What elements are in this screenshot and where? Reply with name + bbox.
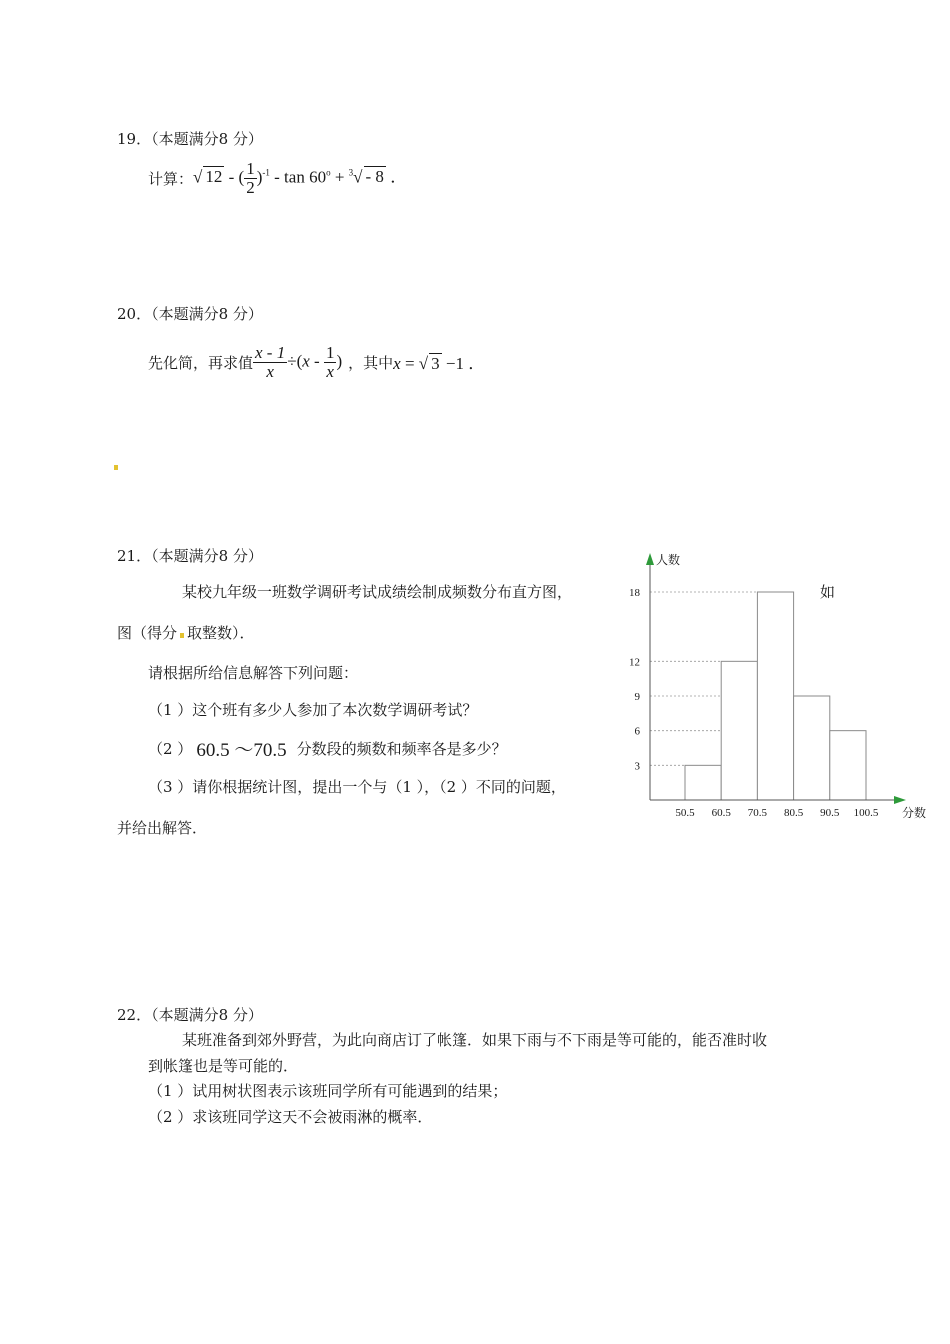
cbrt-index: 3 <box>348 167 354 178</box>
y-tick-label: 6 <box>634 725 640 738</box>
q22-line2: 到帐篷也是等可能的． <box>148 1057 299 1075</box>
q20-math <box>253 344 342 381</box>
fraction-half <box>244 160 257 197</box>
minus-one: −1 ． <box>445 354 486 374</box>
edit-mark <box>114 465 118 470</box>
frac-den: x <box>324 362 337 381</box>
q21-line2-b: 取整数）． <box>187 624 255 642</box>
q21-line1-tail: 如 <box>820 583 836 601</box>
q21-item2 <box>148 735 507 762</box>
q21-item3-tail: 并给出解答． <box>117 819 208 837</box>
plus-sign: + <box>334 166 345 186</box>
q21-line1: 某校九年级一班数学调研考试成绩绘制成频数分布直方图， <box>182 583 573 601</box>
q22-header: 22．（本题满分8 分） <box>117 1006 263 1024</box>
q19-prompt: 计算： <box>148 169 194 188</box>
where-text: ，其中 <box>348 353 394 372</box>
edit-mark <box>180 633 184 638</box>
q20-header: 20．（本题满分8 分） <box>117 305 263 323</box>
q21-header: 21．（本题满分8 分） <box>117 547 263 565</box>
x-tick-label: 60.5 <box>711 807 731 819</box>
q19-header: 19．（本题满分8 分） <box>117 130 263 148</box>
frequency-histogram <box>610 545 940 830</box>
rparen: ) <box>256 166 263 186</box>
x-axis-arrow <box>894 796 906 804</box>
y-tick-label: 12 <box>629 656 640 669</box>
q22-item2: （2 ）求该班同学这天不会被雨淋的概率． <box>148 1108 433 1126</box>
tan-func: tan <box>284 166 305 186</box>
sqrt-3: 3 <box>431 354 440 374</box>
frac-den: x <box>253 362 287 381</box>
q19-expression <box>148 158 407 198</box>
x-tick-label: 70.5 <box>747 807 768 819</box>
x-axis-title: 分数 <box>902 806 927 820</box>
minus-sign: - <box>228 166 235 186</box>
histogram-bar <box>794 696 830 800</box>
q22-line1: 某班准备到郊外野营，为此向商店订了帐篷．如果下雨与不下雨是等可能的，能否准时收 <box>182 1031 768 1049</box>
frac-den: 2 <box>246 177 255 197</box>
q22-item1: （1 ）试用树状图表示该班同学所有可能遇到的结果； <box>148 1082 508 1100</box>
histogram-bar <box>830 731 866 800</box>
q21-item2-range: 60.5 ～70.5 <box>196 740 287 761</box>
q21-line2-a: 图（得分 <box>117 624 178 642</box>
equals-sign: = <box>404 354 415 374</box>
x-tick-label: 50.5 <box>675 807 695 819</box>
frac-num: 1 <box>246 158 255 178</box>
q20-prompt: 先化简，再求值 <box>148 353 254 372</box>
q21-item2-text: 分数段的频数和频率各是多少？ <box>296 740 507 758</box>
lparen: ( <box>238 166 245 186</box>
frac-num: x - 1 <box>255 342 286 362</box>
minus-sign: - <box>309 350 324 370</box>
y-tick-label: 9 <box>634 691 640 703</box>
x-tick-label: 80.5 <box>783 807 804 819</box>
q20-expression <box>148 337 485 387</box>
y-tick-label: 18 <box>629 587 640 599</box>
cbrt-arg: - 8 <box>365 166 384 186</box>
q20-value <box>393 349 485 374</box>
divide-sign: ÷( <box>287 350 303 370</box>
sqrt-symbol: √ <box>193 166 203 186</box>
q21-line2 <box>117 622 255 643</box>
y-axis-title: 人数 <box>656 553 681 567</box>
q21-line3: 请根据所给信息解答下列问题： <box>148 664 359 682</box>
x-tick-label: 100.5 <box>853 807 879 819</box>
sqrt-12: 12 <box>205 166 223 186</box>
cbrt-symbol: √ <box>353 166 363 186</box>
period: ． <box>390 166 408 186</box>
histogram-bar <box>685 765 721 800</box>
sqrt-symbol: √ <box>418 354 429 374</box>
histogram-bar <box>757 592 793 800</box>
x-tick-label: 90.5 <box>820 807 840 819</box>
q21-item3: （3 ）请你根据统计图，提出一个与（1 ），（2 ）不同的问题， <box>148 778 566 796</box>
angle-value: 60 <box>309 166 327 186</box>
q21-item2-label: （2 ） <box>148 740 193 758</box>
variable-x: x <box>393 354 401 374</box>
y-axis-arrow <box>646 553 654 565</box>
exponent: -1 <box>262 167 270 178</box>
rparen: ) <box>336 350 343 370</box>
frac-num: 1 <box>325 342 335 362</box>
variable-x: x <box>302 350 310 370</box>
fraction-x-minus-1-over-x <box>253 344 287 381</box>
minus-sign: - <box>274 166 280 186</box>
q19-math <box>193 160 407 197</box>
histogram-bar <box>721 661 757 800</box>
q21-item1: （1 ）这个班有多少人参加了本次数学调研考试？ <box>148 701 478 719</box>
y-tick-label: 3 <box>634 760 640 773</box>
degree-mark: o <box>326 167 331 178</box>
fraction-1-over-x <box>324 344 337 381</box>
